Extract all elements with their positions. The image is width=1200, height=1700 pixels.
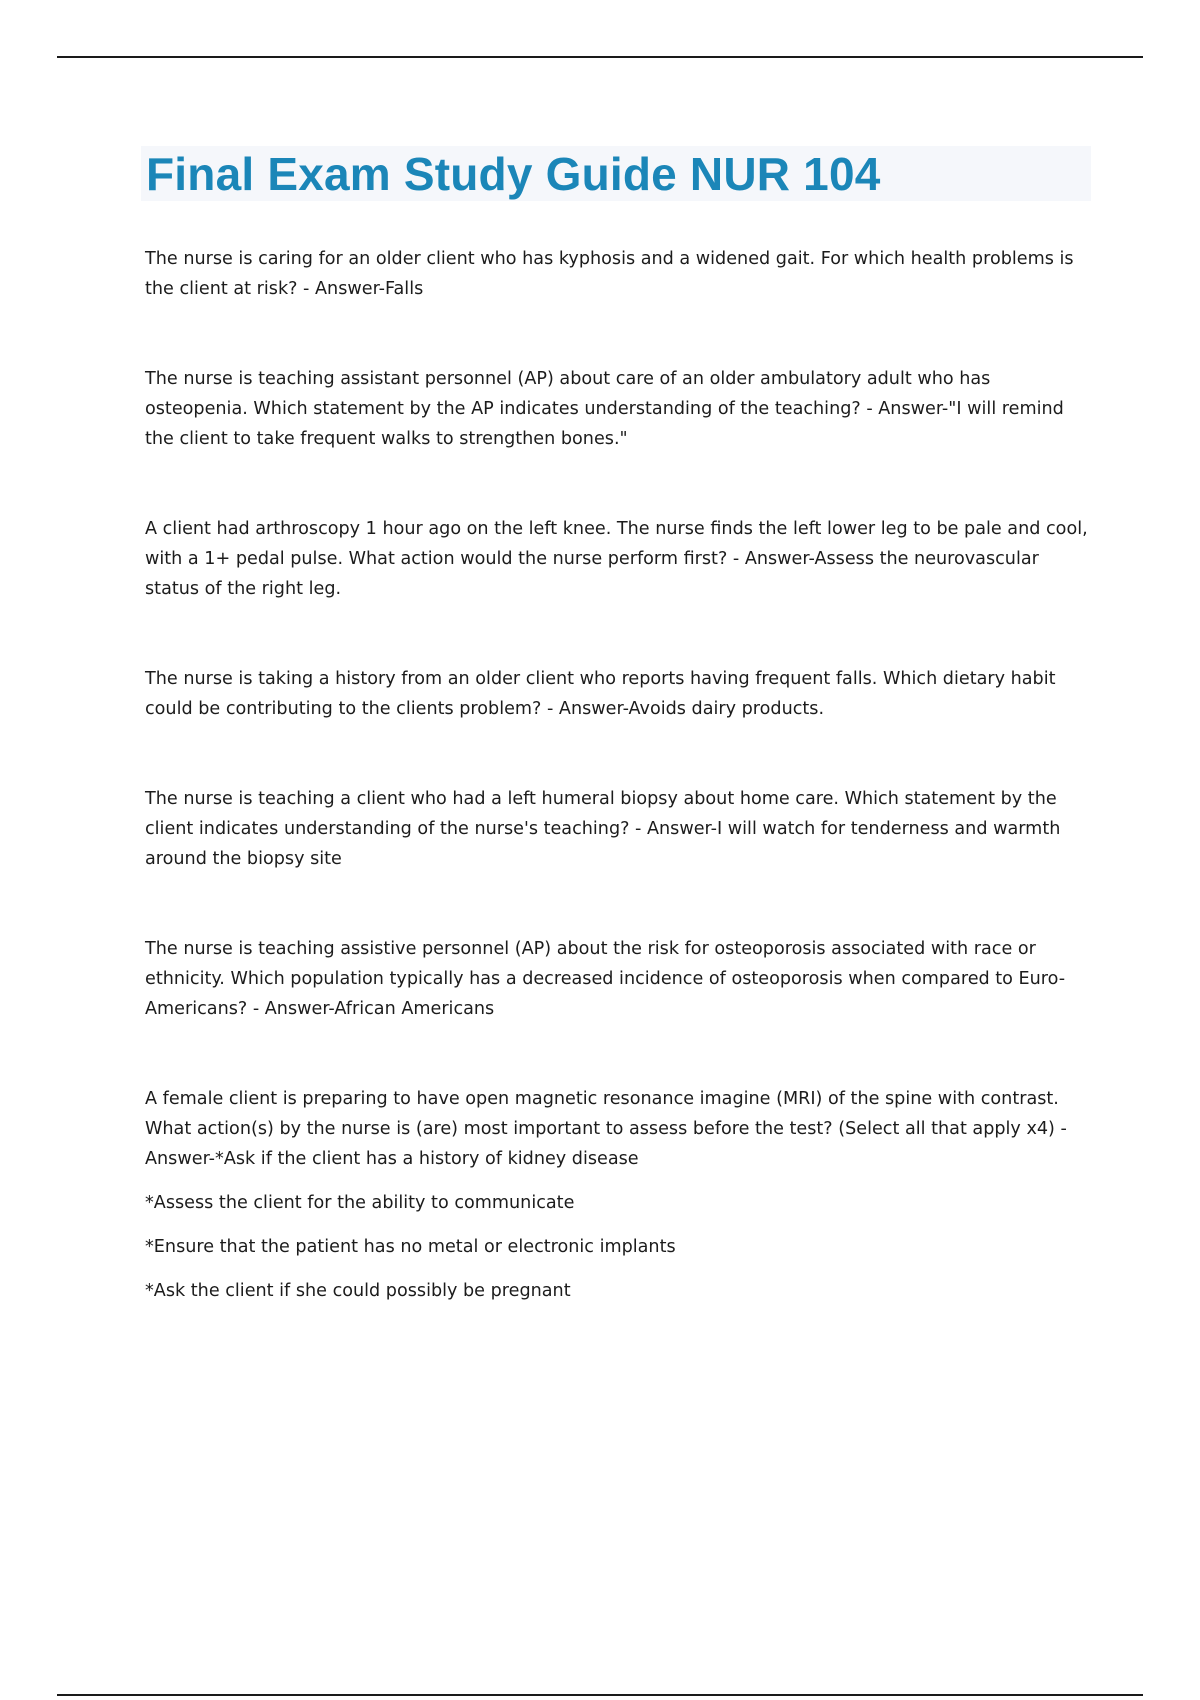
question-answer-2: The nurse is teaching assistant personnel (AP) about care of an older ambulatory adult who has osteopenia. Which statement by the AP indicates understanding of the teaching? - Answer-"I will remind the client to take frequent walks to strengthen bones." [145,369,1064,449]
study-guide-body [145,244,1091,1306]
header-rule [57,56,1143,58]
answer-option-4: *Ask the client if she could possibly be pregnant [145,1281,571,1301]
question-answer-1: The nurse is caring for an older client who has kyphosis and a widened gait. For which health problems is the client at risk? - Answer-Falls [145,249,1074,299]
answer-option-3: *Ensure that the patient has no metal or electronic implants [145,1237,676,1257]
question-answer-5: The nurse is teaching a client who had a left humeral biopsy about home care. Which statement by the client indicates understanding of the nurse's teaching? - Answer-I will watch for tenderness and warmth around the biopsy site [145,789,1061,869]
answer-option-2: *Assess the client for the ability to communicate [145,1193,575,1213]
question-answer-3: A client had arthroscopy 1 hour ago on the left knee. The nurse finds the left lower leg to be pale and cool, with a 1+ pedal pulse. What action would the nurse perform first? - Answer-Assess the neurovascular status of the right leg. [145,519,1088,599]
question-answer-4: The nurse is taking a history from an older client who reports having frequent falls. Which dietary habit could be contributing to the clients problem? - Answer-Avoids dairy products. [145,669,1056,719]
footer-rule [57,1694,1143,1696]
question-answer-7: A female client is preparing to have open magnetic resonance imagine (MRI) of the spine with contrast. What action(s) by the nurse is (are) most important to assess before the test? (Select all that apply x4) - Answer-*Ask if the client has a history of kidney disease [145,1089,1067,1169]
question-answer-6: The nurse is teaching assistive personnel (AP) about the risk for osteoporosis associated with race or ethnicity. Which population typically has a decreased incidence of osteoporosis when compared to Euro-Americans? - Answer-African Americans [145,939,1066,1019]
page-title: Final Exam Study Guide NUR 104 [146,148,881,200]
